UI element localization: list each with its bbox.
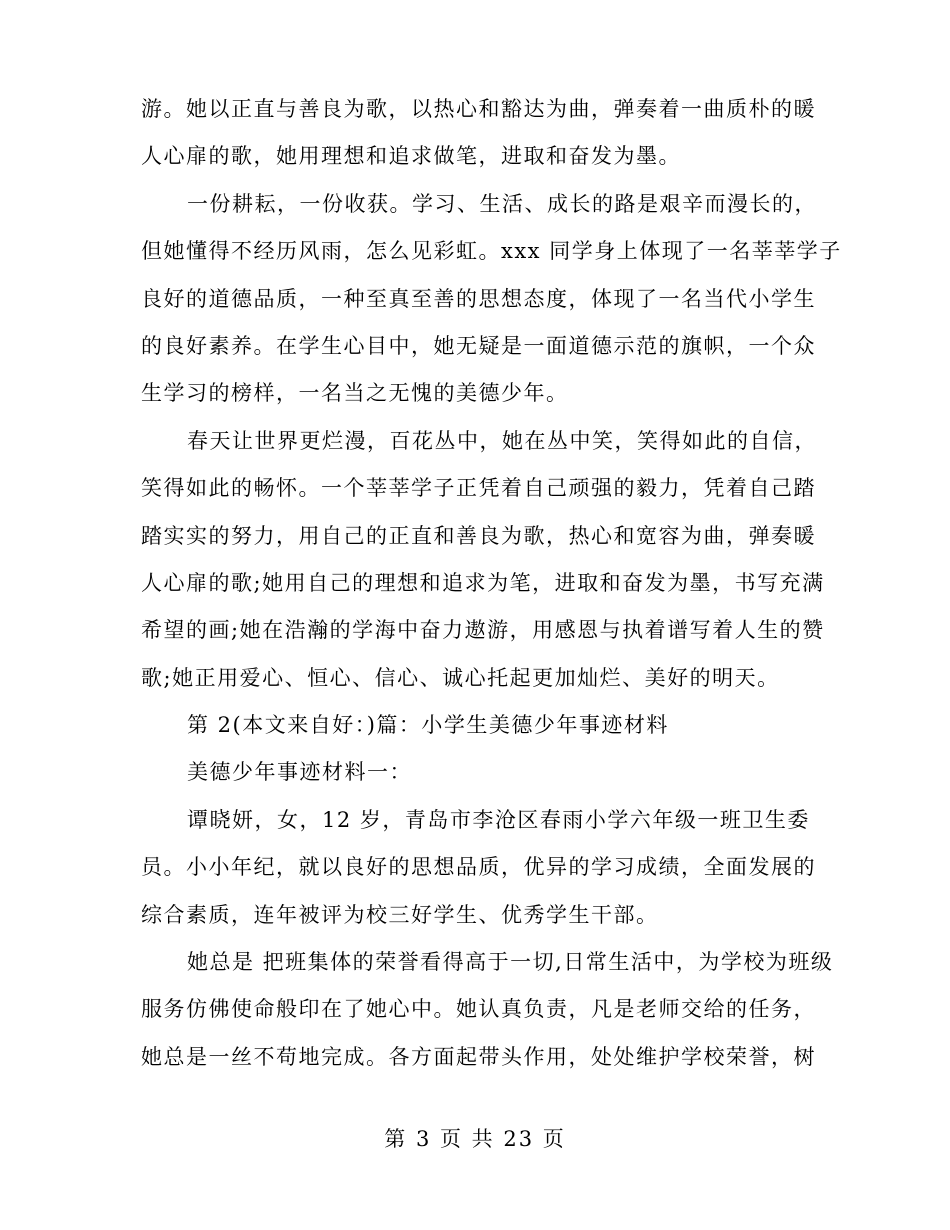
paragraph-start-line: 一份耕耘，一份收获。学习、生活、成长的路是艰辛而漫长的， bbox=[187, 191, 817, 216]
subsection-heading: 美德少年事迹材料一： bbox=[187, 760, 412, 785]
paragraph-start-line: 她总是 把班集体的荣誉看得高于一切,日常生活中，为学校为班级 bbox=[187, 950, 834, 975]
text-line: 综合素质，连年被评为校三好学生、优秀学生干部。 bbox=[141, 902, 659, 927]
section-heading: 第 2(本文来自好：)篇：小学生美德少年事迹材料 bbox=[187, 713, 669, 738]
paragraph-start-line: 春天让世界更烂漫，百花丛中，她在丛中笑，笑得如此的自信， bbox=[187, 428, 817, 453]
document-body bbox=[141, 86, 842, 1081]
paragraph-start-line: 谭晓妍，女，12 岁，青岛市李沧区春雨小学六年级一班卫生委 bbox=[187, 807, 810, 832]
text-line: 生学习的榜样，一名当之无愧的美德少年。 bbox=[141, 381, 569, 406]
text-line: 游。她以正直与善良为歌，以热心和豁达为曲，弹奏着一曲质朴的暖 bbox=[141, 97, 816, 121]
text-line: 笑得如此的畅怀。一个莘莘学子正凭着自己顽强的毅力，凭着自己踏 bbox=[141, 476, 816, 501]
text-line: 踏实实的努力，用自己的正直和善良为歌，热心和宽容为曲，弹奏暖 bbox=[141, 523, 816, 548]
text-line: 她总是一丝不苟地完成。各方面起带头作用，处处维护学校荣誉，树 bbox=[141, 1044, 816, 1069]
text-line: 但她懂得不经历风雨，怎么见彩虹。xxx 同学身上体现了一名莘莘学子 bbox=[141, 239, 842, 264]
text-line: 人心扉的歌;她用自己的理想和追求为笔，进取和奋发为墨，书写充满 bbox=[141, 570, 825, 595]
text-line: 服务仿佛使命般印在了她心中。她认真负责，凡是老师交给的任务， bbox=[141, 997, 816, 1022]
page-number-footer: 第 3 页 共 23 页 bbox=[384, 1127, 566, 1151]
text-line: 良好的道德品质，一种至真至善的思想态度，体现了一名当代小学生 bbox=[141, 286, 816, 311]
text-line: 员。小小年纪，就以良好的思想品质，优异的学习成绩，全面发展的 bbox=[141, 855, 816, 880]
text-line: 人心扉的歌，她用理想和追求做笔，进取和奋发为墨。 bbox=[141, 144, 681, 169]
text-line: 希望的画;她在浩瀚的学海中奋力遨游，用感恩与执着谱写着人生的赞 bbox=[141, 618, 825, 643]
text-line: 歌;她正用爱心、恒心、信心、诚心托起更加灿烂、美好的明天。 bbox=[141, 665, 780, 690]
text-line: 的良好素养。在学生心目中，她无疑是一面道德示范的旗帜，一个众 bbox=[141, 333, 816, 358]
